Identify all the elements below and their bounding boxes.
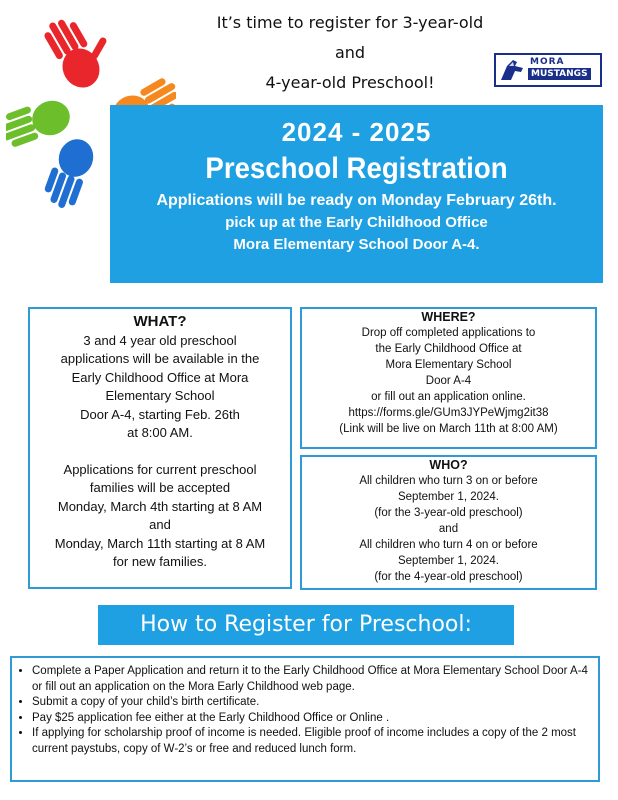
who-text-line: All children who turn 3 on or before — [359, 475, 538, 487]
who-box — [300, 455, 597, 590]
banner-line-1: Applications will be ready on Monday February 26th. — [156, 192, 557, 209]
where-heading: WHERE? — [421, 310, 476, 324]
where-text-line: the Early Childhood Office at — [375, 343, 522, 355]
logo-mustangs-text: MUSTANGS — [528, 68, 591, 80]
registration-steps — [10, 656, 600, 782]
headline-line-1: It’s time to register for 3-year-old — [216, 13, 484, 32]
headline — [150, 8, 550, 98]
application-link[interactable]: https://forms.gle/GUm3JYPeWjmg2it38 — [348, 407, 549, 419]
who-text-line: and — [438, 523, 459, 535]
who-text-line: September 1, 2024. — [397, 555, 499, 567]
list-item: • Pay $25 application fee either at the Early Childhood Office or Online . — [32, 711, 598, 727]
where-box — [300, 307, 597, 449]
what-box — [28, 307, 292, 589]
what-text-line: families will be accepted — [89, 480, 231, 495]
what-text-line: for new families. — [113, 554, 207, 569]
who-text-line: (for the 4-year-old preschool) — [374, 571, 523, 583]
what-text-line: Elementary School — [105, 388, 215, 403]
logo-mora-text: MORA — [530, 57, 565, 67]
what-text-line: Early Childhood Office at Mora — [71, 369, 249, 385]
banner-title: Preschool Registration — [205, 152, 508, 185]
green-handprint-icon — [6, 94, 75, 152]
where-text-line: or fill out an application online. — [371, 391, 526, 403]
list-item: • Complete a Paper Application and return it to the Early Childhood Office at Mora Elementary School Door A-4 or fill out an application on the Mora Early Childhood web page. — [32, 664, 598, 695]
list-item: • If applying for scholarship proof of income is needed. Eligible proof of income includes a copy of the 2 most current paystubs, copy of W-2’s or free and reduced lunch form. — [32, 726, 598, 757]
where-text-line: (Link will be live on March 11th at 8:00 AM) — [339, 423, 558, 435]
what-text-line: applications will be available in the — [60, 351, 260, 366]
headline-line-3: 4-year-old Preschool! — [265, 73, 435, 92]
who-text-line: (for the 3-year-old preschool) — [374, 507, 523, 519]
what-text-line: and — [149, 517, 171, 532]
who-heading: WHO? — [429, 458, 468, 472]
banner-line-3: Mora Elementary School Door A-4. — [233, 236, 480, 253]
red-handprint-icon — [38, 8, 123, 94]
who-text-line: All children who turn 4 on or before — [359, 539, 538, 551]
where-text-line: Mora Elementary School — [385, 359, 512, 371]
what-heading: WHAT? — [133, 313, 187, 330]
headline-line-2: and — [334, 43, 366, 62]
what-text-line: Monday, March 4th starting at 8 AM — [57, 498, 263, 514]
who-text-line: September 1, 2024. — [397, 491, 499, 503]
blue-handprint-icon — [40, 134, 98, 208]
what-text-line: at 8:00 AM. — [127, 425, 193, 440]
how-to-register-heading: How to Register for Preschool: — [98, 605, 514, 645]
list-item: • Submit a copy of your child’s birth certificate. — [32, 695, 598, 711]
what-text-line: Monday, March 11th starting at 8 AM — [54, 535, 266, 551]
what-text-line: Door A-4, starting Feb. 26th — [80, 406, 240, 422]
what-text-line: 3 and 4 year old preschool — [83, 332, 237, 348]
banner-year: 2024 - 2025 — [281, 117, 432, 147]
mora-mustangs-logo — [494, 53, 602, 87]
banner-line-2: pick up at the Early Childhood Office — [225, 214, 488, 231]
where-text-line: Drop off completed applications to — [361, 327, 536, 339]
where-text-line: Door A-4 — [425, 375, 472, 387]
registration-banner — [110, 105, 603, 283]
what-text-line: Applications for current preschool — [63, 461, 257, 477]
mustang-horse-icon — [499, 58, 527, 82]
